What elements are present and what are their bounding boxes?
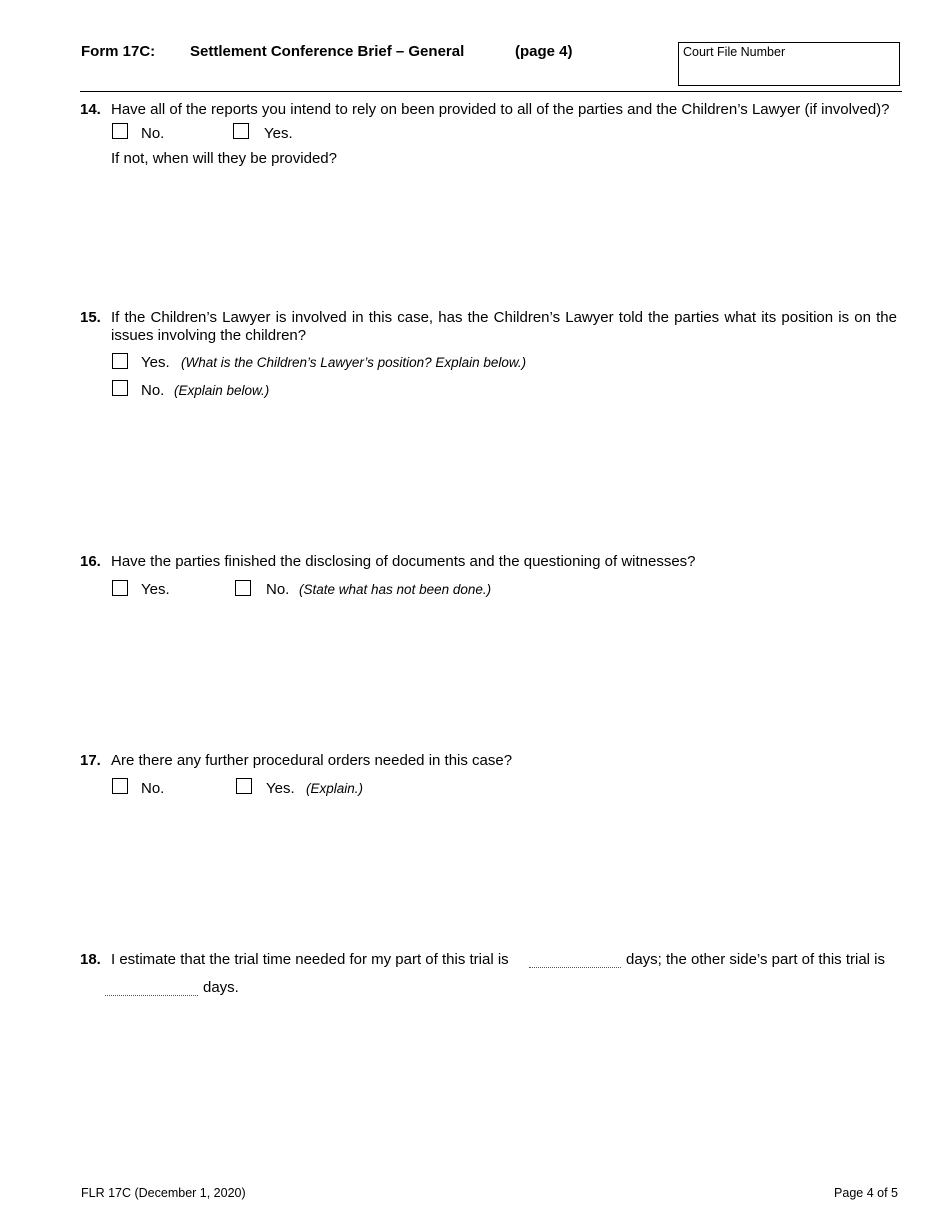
- court-file-number-field[interactable]: [678, 42, 900, 86]
- question-15-yes-checkbox[interactable]: [112, 353, 128, 369]
- my-trial-days-field[interactable]: [529, 967, 621, 968]
- question-17-yes-note: (Explain.): [306, 781, 364, 796]
- question-14-text: Have all of the reports you intend to rely on been provided to all of the parties and the Children’s Lawyer (if involved)?: [111, 101, 890, 118]
- question-17-no-checkbox[interactable]: [112, 778, 128, 794]
- question-14-yes-label: Yes.: [264, 125, 293, 142]
- question-15-number: 15.: [80, 309, 101, 326]
- question-18-text-part3: days.: [203, 979, 239, 996]
- question-16-answer-area[interactable]: [111, 605, 897, 740]
- question-17-yes-checkbox[interactable]: [236, 778, 252, 794]
- question-15-yes-note: (What is the Children’s Lawyer’s position? Explain below.): [181, 355, 527, 370]
- page-label: (page 4): [515, 43, 573, 60]
- other-side-trial-days-field[interactable]: [105, 995, 198, 996]
- question-15-no-checkbox[interactable]: [112, 380, 128, 396]
- question-16-text: Have the parties finished the disclosing of documents and the questioning of witnesses?: [111, 553, 696, 570]
- question-14-no-checkbox[interactable]: [112, 123, 128, 139]
- question-14-followup: If not, when will they be provided?: [111, 150, 337, 167]
- question-16-no-note: (State what has not been done.): [299, 582, 492, 597]
- header-divider: [80, 91, 902, 92]
- court-file-number-label: Court File Number: [683, 45, 786, 59]
- question-15-answer-area[interactable]: [111, 405, 897, 540]
- question-16-no-checkbox[interactable]: [235, 580, 251, 596]
- question-18-text-part2: days; the other side’s part of this trial is: [626, 951, 886, 968]
- question-17-yes-label: Yes.: [266, 780, 295, 797]
- question-17-number: 17.: [80, 752, 101, 769]
- question-14-no-label: No.: [141, 125, 165, 142]
- question-16-number: 16.: [80, 553, 101, 570]
- question-16-yes-label: Yes.: [141, 581, 170, 598]
- form-number: Form 17C:: [81, 43, 156, 60]
- question-15-no-note: (Explain below.): [174, 383, 270, 398]
- question-15-no-label: No.: [141, 382, 165, 399]
- question-16-yes-checkbox[interactable]: [112, 580, 128, 596]
- question-18-text-part1: I estimate that the trial time needed for my part of this trial is: [111, 951, 509, 968]
- question-16-no-label: No.: [266, 581, 290, 598]
- question-17-text: Are there any further procedural orders needed in this case?: [111, 752, 513, 769]
- question-14-yes-checkbox[interactable]: [233, 123, 249, 139]
- question-15-yes-label: Yes.: [141, 354, 170, 371]
- question-18-number: 18.: [80, 951, 101, 968]
- footer-page-number: Page 4 of 5: [834, 1186, 898, 1200]
- question-17-no-label: No.: [141, 780, 165, 797]
- form-title: Settlement Conference Brief – General: [190, 43, 465, 60]
- footer-form-version: FLR 17C (December 1, 2020): [81, 1186, 246, 1200]
- question-15-text: If the Children’s Lawyer is involved in this case, has the Children’s Lawyer told the parties what its position is on the issues involving the children?: [111, 309, 897, 344]
- question-17-answer-area[interactable]: [111, 803, 897, 938]
- question-14-number: 14.: [80, 101, 101, 118]
- question-14-answer-area[interactable]: [111, 172, 897, 292]
